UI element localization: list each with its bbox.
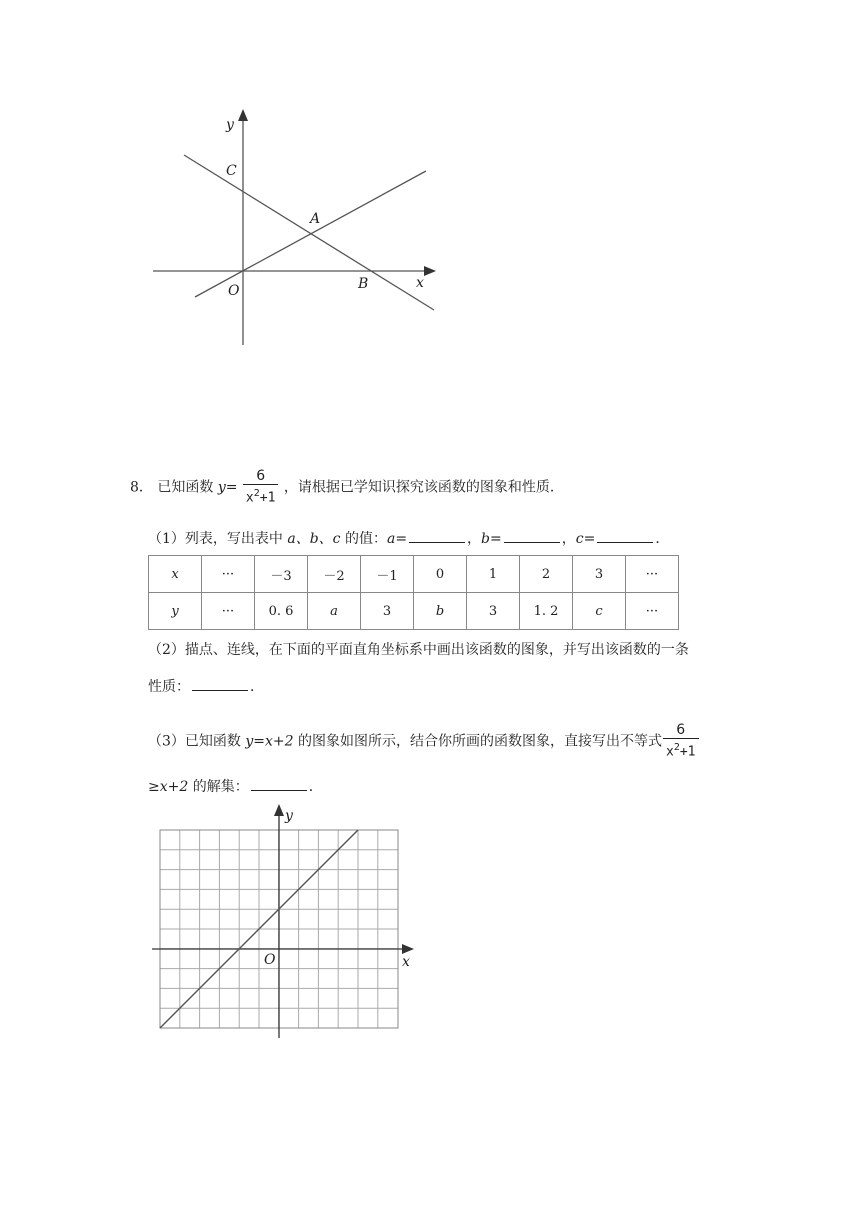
answer-blank-solution[interactable]	[251, 776, 307, 791]
part3-ineq: ≥x+2	[148, 779, 189, 795]
table-cell: 3	[467, 593, 520, 630]
table-cell: 0. 6	[255, 593, 308, 630]
label-y: y	[226, 117, 234, 133]
part2-lead: 性质：	[148, 679, 190, 695]
label-b: B	[358, 276, 369, 292]
label-o: O	[228, 283, 240, 299]
part1-text	[148, 528, 669, 549]
part1-mid: 的值：	[340, 531, 387, 547]
line-cb	[184, 155, 434, 310]
table-cell: y	[149, 593, 202, 630]
table-cell: x	[149, 556, 202, 593]
problem-intro-tail: ，请根据已学知识探究该函数的图象和性质．	[283, 479, 564, 496]
answer-blank-c[interactable]	[597, 528, 653, 543]
label-y: y	[285, 808, 293, 824]
part1-vars: a、b、c	[287, 531, 341, 547]
part1-lead: （1）列表，写出表中	[148, 531, 288, 547]
answer-blank-a[interactable]	[409, 528, 465, 543]
table-cell: ···	[626, 556, 679, 593]
table-cell-c: c	[573, 593, 626, 630]
table-cell: ···	[626, 593, 679, 630]
figure-grid-line	[150, 802, 420, 1042]
part3-line1	[148, 722, 700, 761]
label-a: A	[310, 211, 321, 227]
table-cell: －3	[255, 556, 308, 593]
label-x: x	[402, 954, 410, 970]
part3-eq: y=x+2	[245, 733, 294, 750]
part3-mid: 的解集：	[188, 779, 249, 795]
fraction-6-over-x2-plus-1	[243, 468, 279, 507]
a-equals: a=	[386, 531, 408, 547]
table-row-x	[149, 556, 679, 593]
table-cell-b: b	[414, 593, 467, 630]
table-cell: 0	[414, 556, 467, 593]
answer-blank-property[interactable]	[192, 676, 248, 691]
table-row-y	[149, 593, 679, 630]
part3-end: ．	[308, 779, 323, 795]
part1-end: ．	[655, 531, 670, 547]
problem-number: 8．	[130, 479, 153, 496]
x-axis-arrow	[424, 266, 436, 276]
table-cell: 1. 2	[520, 593, 573, 630]
value-table	[148, 555, 679, 630]
part2-line2	[148, 676, 264, 697]
table-cell: ···	[202, 593, 255, 630]
part3-lead: （3）已知函数	[148, 733, 246, 750]
x-axis-arrow	[402, 944, 414, 954]
table-cell: ···	[202, 556, 255, 593]
label-x: x	[416, 275, 424, 291]
label-c: C	[226, 163, 237, 179]
problem-intro: 已知函数	[157, 479, 218, 496]
figure-lines-intersection	[140, 105, 460, 355]
answer-blank-b[interactable]	[504, 528, 560, 543]
y-axis-arrow	[274, 804, 284, 816]
fraction-6-over-x2-plus-1-inline: $\frac{6}{x^2+1}$	[663, 722, 699, 761]
table-cell: －2	[308, 556, 361, 593]
fraction-numerator: 6	[256, 468, 266, 484]
table-cell: 1	[467, 556, 520, 593]
part3-line2	[148, 776, 323, 797]
table-cell: －1	[361, 556, 414, 593]
part2-end: ．	[250, 679, 264, 695]
b-equals: b=	[481, 531, 502, 547]
y-axis-arrow	[238, 109, 248, 121]
table-cell: 3	[573, 556, 626, 593]
part3-tail: 的图象如图所示，结合你所画的函数图象，直接写出不等式	[293, 733, 662, 750]
y-equals: y=	[217, 479, 238, 496]
sep1: ，	[467, 531, 482, 547]
fraction-denominator: $x^2+1$	[243, 484, 279, 507]
table-cell: 3	[361, 593, 414, 630]
table-cell-a: a	[308, 593, 361, 630]
problem-statement	[130, 468, 564, 507]
part2-line1: （2）描点、连线，在下面的平面直角坐标系中画出该函数的图象，并写出该函数的一条	[148, 642, 689, 658]
sep2: ，	[561, 531, 576, 547]
c-equals: c=	[575, 531, 596, 547]
label-o: O	[264, 952, 276, 968]
table-cell: 2	[520, 556, 573, 593]
